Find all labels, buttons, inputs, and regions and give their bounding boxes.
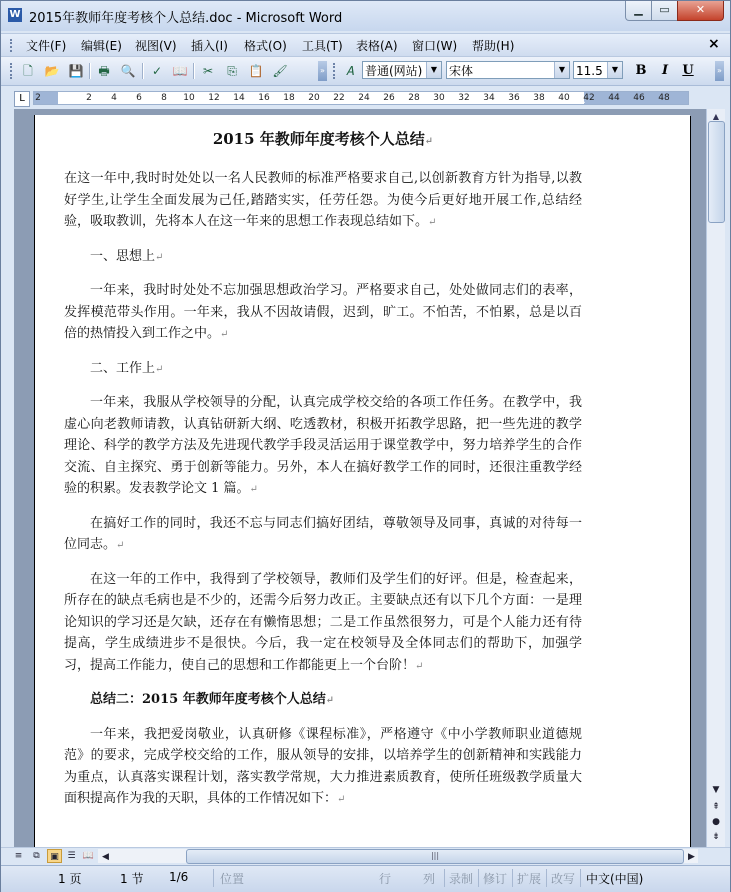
normal-view-icon[interactable]: ≡	[14, 851, 23, 861]
ruler-tick: 24	[358, 93, 370, 103]
chevron-down-icon[interactable]: ▼	[426, 62, 441, 78]
menu-help[interactable]: 帮助(H)	[472, 39, 515, 53]
ruler-tick: 30	[433, 93, 445, 103]
paragraph-mark: ↵	[415, 660, 424, 672]
paragraph-mark: ↵	[155, 251, 164, 263]
scroll-up-icon[interactable]: ▲	[712, 112, 720, 121]
standard-formatting-toolbar	[1, 57, 730, 86]
paragraph-mark: ↵	[325, 695, 335, 706]
document-body[interactable]	[64, 115, 582, 823]
vertical-scrollbar[interactable]	[706, 109, 725, 847]
body-paragraph	[64, 513, 582, 557]
font-selector[interactable]	[446, 61, 570, 79]
styles-and-formatting-icon[interactable]: 𝐴	[346, 64, 354, 78]
paragraph-text: 二、工作上	[90, 360, 156, 376]
ruler-tick: 34	[483, 93, 495, 103]
ruler-tick: 38	[533, 93, 545, 103]
status-track-changes[interactable]: 修订	[483, 872, 508, 886]
menu-tools[interactable]: 工具(T)	[302, 39, 343, 53]
paragraph-text: 一年来，我时时处处不忘加强思想政治学习。严格要求自己，处处做同志们的表率，发挥模范带头作用。一年来，我从不因故请假，迟到，旷工。不怕苦，不怕累，总是以百倍的热情投入到工作之中。	[64, 283, 582, 341]
status-separator	[580, 869, 581, 887]
status-overtype[interactable]: 改写	[551, 872, 576, 886]
bold-button[interactable]: B	[635, 63, 647, 78]
chevron-down-icon[interactable]: ▼	[607, 62, 622, 78]
ruler-tick: 2	[35, 93, 41, 103]
menu-view[interactable]: 视图(V)	[135, 39, 177, 53]
font-size-selector[interactable]	[573, 61, 623, 79]
toolbar-separator	[193, 63, 195, 79]
paragraph-text: 一年来，我把爱岗敬业，认真研修《课程标准》，严格遵守《中小学教师职业道德规范》的要求，完成学校交给的工作，服从领导的安排，以培养学生的创新精神和实践能力为重点，认真落实课程计划，落实教学常规，大力推进素质教育，使所任班级教学质量大面积提高作为我的天职，具体的工作情况如下：	[64, 726, 582, 806]
body-paragraph	[64, 392, 582, 501]
copy-icon[interactable]: ⎘	[227, 64, 237, 78]
paragraph-mark: ↵	[337, 794, 346, 805]
status-separator	[478, 869, 479, 887]
style-value: 普通(网站)	[365, 64, 423, 78]
paragraph-text: 一、思想上	[90, 248, 156, 264]
status-column[interactable]: 列	[423, 872, 436, 886]
ruler-tick: 28	[408, 93, 420, 103]
ruler-tick: 42	[583, 93, 595, 103]
minimize-button[interactable]: ▁	[625, 1, 652, 21]
horizontal-bar	[1, 847, 730, 865]
document-title: 2015 年教师年度考核个人总结↵	[212, 130, 434, 148]
ruler-tick: 46	[633, 93, 645, 103]
menu-format[interactable]: 格式(O)	[244, 39, 287, 53]
ruler-tick: 14	[233, 93, 245, 103]
menu-grip-handle[interactable]	[10, 39, 15, 52]
new-document-icon[interactable]: 🗋	[23, 64, 33, 78]
open-folder-icon[interactable]: 📂	[44, 64, 60, 78]
chevron-down-icon[interactable]: ▼	[554, 62, 569, 78]
status-bar	[1, 865, 730, 892]
ruler-tick: 32	[458, 93, 470, 103]
print-layout-icon[interactable]: ▣	[47, 849, 62, 863]
paragraph-mark: ↵	[220, 329, 229, 340]
status-position[interactable]: 位置	[220, 872, 245, 886]
reading-layout-icon[interactable]: 📖	[82, 851, 95, 861]
toolbar-grip-handle[interactable]	[10, 63, 15, 79]
horizontal-ruler[interactable]	[33, 91, 689, 105]
body-paragraph	[64, 280, 582, 346]
paragraph-text: 在搞好工作的同时，我还不忘与同志们搞好团结，尊敬领导及同事，真诚的对待每一位同志。	[64, 515, 582, 552]
ruler-tick: 18	[283, 93, 295, 103]
vertical-scroll-thumb[interactable]	[708, 121, 725, 223]
ruler-tick: 6	[136, 93, 142, 103]
scroll-right-icon[interactable]: ▶	[688, 852, 695, 862]
ruler-tick: 10	[183, 93, 195, 103]
next-page-icon[interactable]: ⇟	[712, 832, 720, 842]
status-separator	[512, 869, 513, 887]
section-heading	[64, 246, 582, 269]
toolbar-grip-handle[interactable]	[333, 63, 338, 79]
font-value: 宋体	[449, 64, 474, 78]
document-page[interactable]	[34, 115, 690, 847]
status-separator	[444, 869, 445, 887]
print-preview-icon[interactable]: 🔍	[120, 64, 136, 78]
previous-page-icon[interactable]: ⇞	[712, 802, 720, 812]
web-layout-icon[interactable]: ⧉	[33, 851, 40, 861]
paragraph-text: 一年来，我服从学校领导的分配，认真完成学校交给的各项工作任务。在教学中，我虚心向老教师请教，认真钻研新大纲、吃透教材，积极开拓教学思路，把一些先进的教学理论、科学的教学方法及先进现代教学手段灵活运用于课堂教学中，努力培养学生的合作交流、自主探究、勇于创新等能力。另外，本人在搞好教学工作的同时，还很注重教学经验的积累。发表教学论文 1 篇。	[64, 395, 582, 496]
paragraph-mark: ↵	[428, 217, 437, 228]
style-selector[interactable]	[362, 61, 442, 79]
menu-insert[interactable]: 插入(I)	[191, 39, 228, 53]
ruler-tick: 48	[658, 93, 670, 103]
save-icon[interactable]: 💾	[68, 64, 84, 78]
scroll-left-icon[interactable]: ◀	[102, 852, 109, 862]
ruler-tick: 16	[258, 93, 270, 103]
title-bar	[1, 1, 730, 31]
ruler-row	[1, 87, 730, 109]
toolbar-options-dropdown[interactable]: »	[715, 61, 724, 81]
status-extend[interactable]: 扩展	[517, 872, 542, 886]
ruler-tick: 26	[383, 93, 395, 103]
toolbar-separator	[89, 63, 91, 79]
status-separator	[213, 869, 214, 887]
toolbar-separator	[142, 63, 144, 79]
section-heading	[64, 358, 582, 381]
italic-button[interactable]: I	[661, 63, 669, 78]
menu-bar	[1, 33, 730, 57]
maximize-button[interactable]: ▭	[651, 1, 678, 21]
menu-edit[interactable]: 编辑(E)	[81, 39, 122, 53]
font-size-value: 11.5	[576, 64, 603, 78]
ruler-tick: 20	[308, 93, 320, 103]
menu-table[interactable]: 表格(A)	[356, 39, 398, 53]
paragraph-text: 在这一年的工作中，我得到了学校领导，教师们及学生们的好评。但是，检查起来，所存在的缺点毛病也是不少的，还需今后努力改正。主要缺点还有以下几个方面：一是理论知识的学习还是欠缺，还存在有懒惰思想；二是工作虽然很努力，可是个人能力还有待提高，学生成绩进步不是很快。今后，我一定在校领导及全体同志们的帮助下，加强学习，提高工作能力，使自己的思想和工作都能更上一个台阶！	[64, 571, 582, 673]
paragraph-mark: ↵	[249, 484, 258, 495]
window-title: 2015年教师年度考核个人总结.doc - Microsoft Word	[29, 11, 343, 26]
research-icon[interactable]: 📖	[172, 64, 188, 78]
ruler-tick: 4	[111, 93, 117, 103]
ruler-tick: 8	[161, 93, 167, 103]
underline-button[interactable]: U	[682, 63, 694, 78]
left-indent-marker[interactable]	[60, 96, 68, 103]
horizontal-scrollbar[interactable]	[98, 849, 698, 863]
menu-window[interactable]: 窗口(W)	[412, 39, 458, 53]
ruler-tick: 2	[86, 93, 92, 103]
close-window-button[interactable]: ✕	[677, 1, 724, 21]
close-document-button[interactable]: ×	[708, 36, 720, 52]
status-record[interactable]: 录制	[449, 872, 474, 886]
scroll-down-icon[interactable]: ▼	[712, 785, 720, 795]
paragraph-mark: ↵	[155, 363, 164, 375]
format-painter-icon[interactable]: 🖌	[272, 64, 288, 78]
ruler-tick: 22	[333, 93, 345, 103]
right-indent-marker[interactable]	[577, 96, 585, 103]
toolbar-options-dropdown[interactable]: »	[318, 61, 327, 81]
status-section[interactable]: 1 节	[120, 872, 144, 886]
paragraph-mark: ↵	[116, 540, 125, 551]
body-paragraph	[64, 724, 582, 811]
print-icon[interactable]: 🖶	[98, 64, 110, 78]
body-paragraph	[64, 569, 582, 678]
paragraph-text: 总结二：2015 年教师年度考核个人总结	[90, 692, 326, 707]
section-subtitle	[64, 689, 582, 712]
word-app-icon[interactable]: W	[9, 9, 21, 20]
cut-icon[interactable]: ✂	[202, 64, 214, 78]
vertical-ruler[interactable]	[1, 109, 14, 847]
paragraph-text: 在这一年中,我时时处处以一名人民教师的标准严格要求自己,以创新教育方针为指导,以教好学生,让学生全面发展为己任,踏踏实实，任劳任怨。为使今后更好地开展工作,总结经验，吸取教训，先将本人在这一年来的思想工作表现总结如下。	[64, 171, 582, 229]
status-language[interactable]: 中文(中国)	[586, 872, 644, 886]
status-separator	[546, 869, 547, 887]
ruler-tick: 40	[558, 93, 570, 103]
outline-view-icon[interactable]: ☰	[67, 851, 76, 861]
status-line[interactable]: 行	[379, 872, 392, 886]
ruler-tick: 36	[508, 93, 520, 103]
spelling-check-icon[interactable]: ✓	[151, 64, 163, 78]
ruler-tick: 44	[608, 93, 620, 103]
menu-file[interactable]: 文件(F)	[26, 39, 67, 53]
horizontal-scroll-thumb[interactable]: |||	[186, 849, 684, 864]
body-paragraph	[64, 168, 582, 234]
select-browse-object-icon[interactable]: ●	[712, 817, 720, 827]
ruler-tick: 12	[208, 93, 220, 103]
paste-icon[interactable]: 📋	[248, 64, 264, 78]
tab-selector[interactable]: L	[14, 91, 30, 107]
status-pages[interactable]: 1/6	[169, 870, 189, 884]
status-page[interactable]: 1 页	[58, 872, 82, 886]
document-workspace	[1, 109, 706, 847]
